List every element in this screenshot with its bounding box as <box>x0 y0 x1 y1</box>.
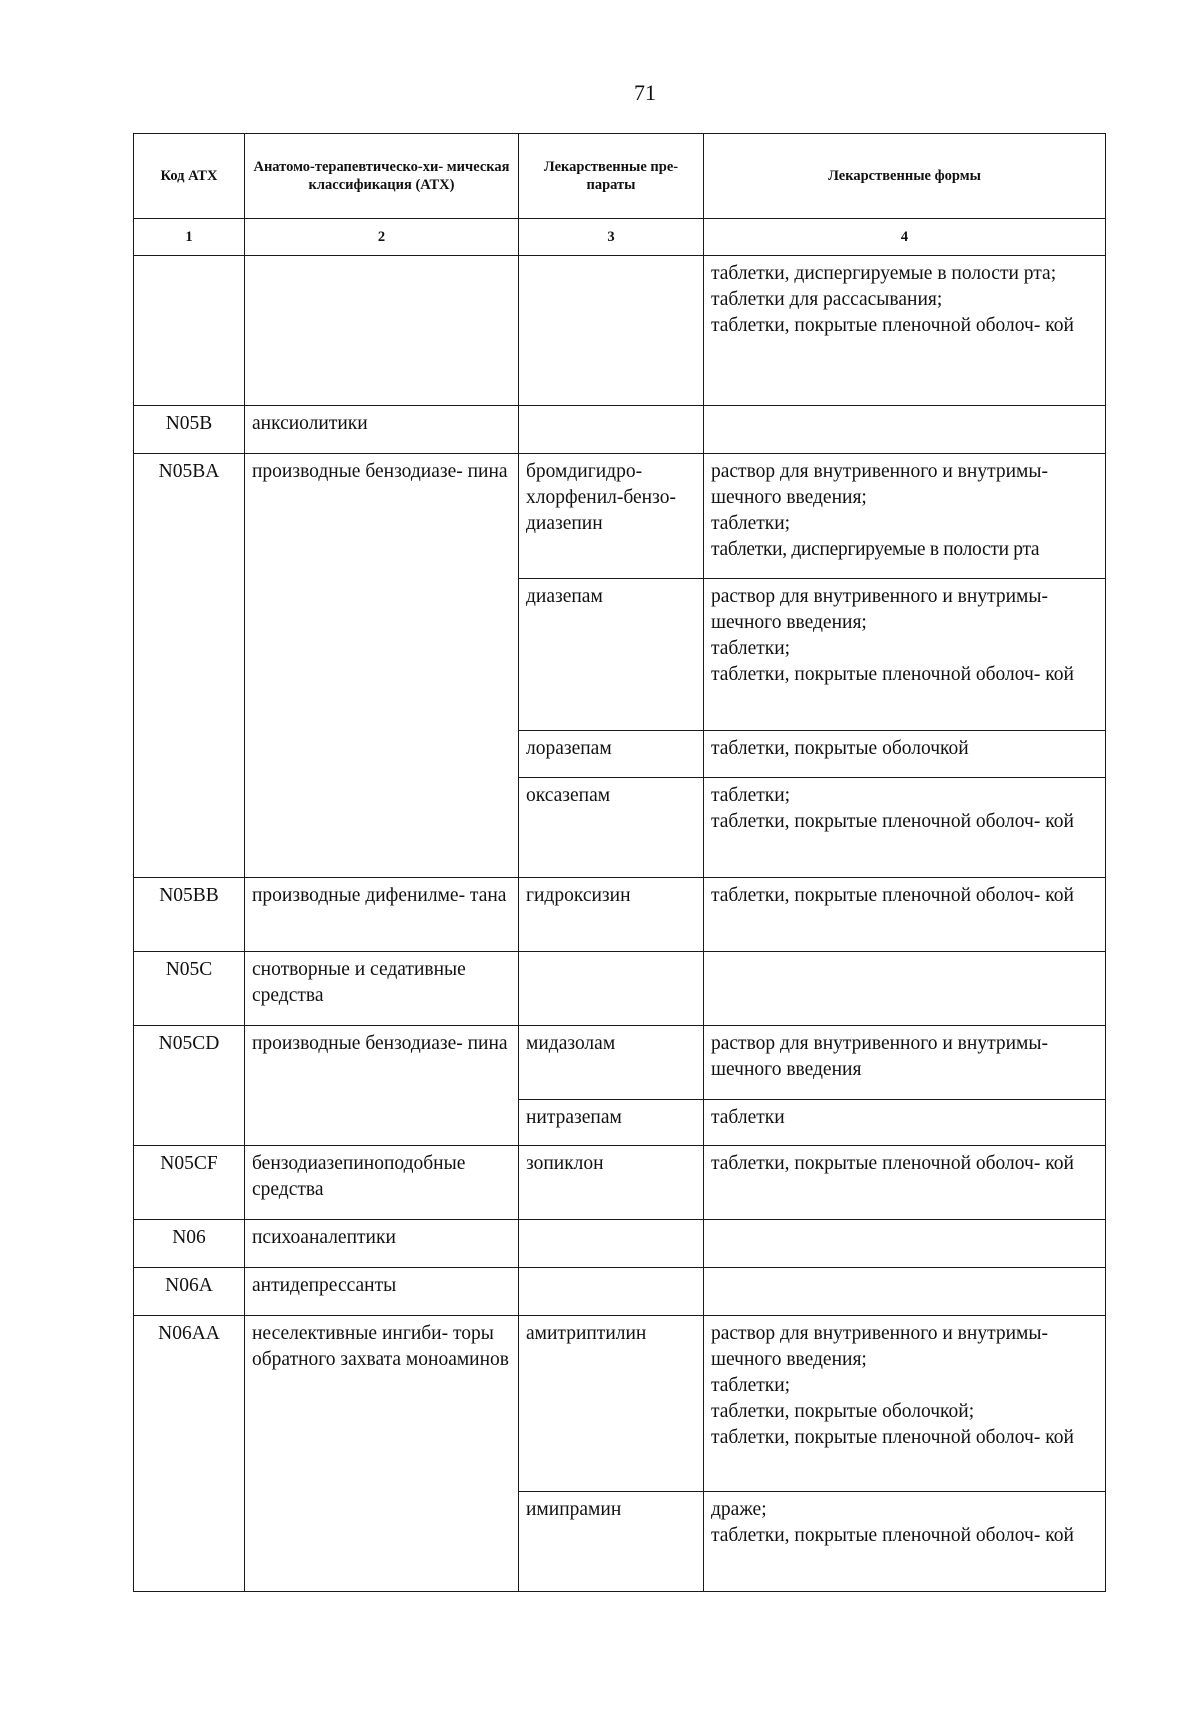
table-row <box>134 1268 1106 1316</box>
header-classification: Анатомо-терапевтическо-хи- мическая классификация (АТХ) <box>245 134 519 219</box>
dosage-form: таблетки, покрытые пленочной оболоч- кой <box>711 1525 1074 1546</box>
atx-table <box>133 133 1106 1592</box>
dosage-form: раствор для внутривенного и внутримы- шечного введения; <box>711 461 1048 508</box>
dosage-forms <box>704 731 1106 778</box>
dosage-form: таблетки; <box>711 513 791 534</box>
drug-name <box>519 952 704 1026</box>
atx-class: неселективные ингиби- торы обратного захвата моноаминов <box>245 1316 519 1592</box>
dosage-forms <box>704 406 1106 454</box>
atx-code: N05CF <box>134 1146 245 1220</box>
table-row <box>134 952 1106 1026</box>
dosage-form: таблетки для рассасывания; <box>711 289 943 310</box>
dosage-form: таблетки, покрытые пленочной оболоч- кой <box>711 811 1074 832</box>
table-header-row <box>134 134 1106 219</box>
dosage-forms <box>704 878 1106 952</box>
dosage-forms <box>704 1220 1106 1268</box>
header-code: Код АТХ <box>134 134 245 219</box>
atx-code: N05B <box>134 406 245 454</box>
drug-name: амитриптилин <box>519 1316 704 1492</box>
dosage-forms <box>704 256 1106 406</box>
atx-code: N05BB <box>134 878 245 952</box>
drug-name: нитразепам <box>519 1100 704 1146</box>
atx-code: N05C <box>134 952 245 1026</box>
table-row <box>134 1220 1106 1268</box>
dosage-form: драже; <box>711 1499 767 1520</box>
dosage-forms <box>704 1268 1106 1316</box>
dosage-form: таблетки, диспергируемые в полости рта <box>711 539 1040 560</box>
drug-name: бромдигидро- хлорфенил-бензо- диазепин <box>519 454 704 579</box>
dosage-forms <box>704 952 1106 1026</box>
column-number: 1 <box>134 219 245 256</box>
dosage-form: таблетки, покрытые пленочной оболоч- кой <box>711 315 1074 336</box>
column-number: 3 <box>519 219 704 256</box>
dosage-form: раствор для внутривенного и внутримы- шечного введения <box>711 1033 1048 1080</box>
drug-name: зопиклон <box>519 1146 704 1220</box>
drug-name: лоразепам <box>519 731 704 778</box>
dosage-form: таблетки, диспергируемые в полости рта; <box>711 263 1057 284</box>
dosage-form: таблетки; <box>711 1375 791 1396</box>
atx-class: производные бензодиазе- пина <box>245 1026 519 1146</box>
dosage-forms <box>704 454 1106 579</box>
column-number: 4 <box>704 219 1106 256</box>
dosage-form: таблетки <box>711 1107 785 1128</box>
dosage-form: таблетки; <box>711 785 791 806</box>
drug-name: оксазепам <box>519 778 704 878</box>
dosage-form: таблетки, покрытые оболочкой <box>711 738 969 759</box>
atx-class: бензодиазепиноподобные средства <box>245 1146 519 1220</box>
drug-name <box>519 256 704 406</box>
dosage-form: раствор для внутривенного и внутримы- шечного введения; <box>711 586 1048 633</box>
atx-code: N06AA <box>134 1316 245 1592</box>
atx-code: N06A <box>134 1268 245 1316</box>
dosage-forms <box>704 579 1106 731</box>
atx-class: анксиолитики <box>245 406 519 454</box>
table-row <box>134 406 1106 454</box>
page-number: 71 <box>634 80 656 105</box>
dosage-form: таблетки, покрытые пленочной оболоч- кой <box>711 1427 1074 1448</box>
drug-name <box>519 1220 704 1268</box>
atx-code: N06 <box>134 1220 245 1268</box>
column-number: 2 <box>245 219 519 256</box>
atx-class: психоаналептики <box>245 1220 519 1268</box>
dosage-forms <box>704 1026 1106 1100</box>
drug-name <box>519 406 704 454</box>
drug-name: гидроксизин <box>519 878 704 952</box>
atx-class: производные дифенилме- тана <box>245 878 519 952</box>
table-row <box>134 1316 1106 1492</box>
header-forms: Лекарственные формы <box>704 134 1106 219</box>
dosage-forms <box>704 1492 1106 1592</box>
drug-name <box>519 1268 704 1316</box>
column-number-row <box>134 219 1106 256</box>
dosage-form: раствор для внутривенного и внутримы- шечного введения; <box>711 1323 1048 1370</box>
header-drugs: Лекарственные пре- параты <box>519 134 704 219</box>
table-row <box>134 454 1106 579</box>
atx-code <box>134 256 245 406</box>
atx-class: снотворные и седативные средства <box>245 952 519 1026</box>
dosage-forms <box>704 778 1106 878</box>
dosage-form: таблетки, покрытые пленочной оболоч- кой <box>711 664 1074 685</box>
atx-code: N05BA <box>134 454 245 878</box>
table-row <box>134 1146 1106 1220</box>
dosage-forms <box>704 1146 1106 1220</box>
atx-class <box>245 256 519 406</box>
dosage-forms <box>704 1100 1106 1146</box>
dosage-form: таблетки, покрытые оболочкой; <box>711 1401 975 1422</box>
drug-name: диазепам <box>519 579 704 731</box>
dosage-form: таблетки, покрытые пленочной оболоч- кой <box>711 1153 1074 1174</box>
dosage-form: таблетки, покрытые пленочной оболоч- кой <box>711 885 1074 906</box>
drug-name: мидазолам <box>519 1026 704 1100</box>
drug-name: имипрамин <box>519 1492 704 1592</box>
atx-code: N05CD <box>134 1026 245 1146</box>
dosage-form: таблетки; <box>711 638 791 659</box>
table-row <box>134 1026 1106 1100</box>
atx-class: антидепрессанты <box>245 1268 519 1316</box>
table-row <box>134 256 1106 406</box>
atx-class: производные бензодиазе- пина <box>245 454 519 878</box>
table-row <box>134 878 1106 952</box>
dosage-forms <box>704 1316 1106 1492</box>
